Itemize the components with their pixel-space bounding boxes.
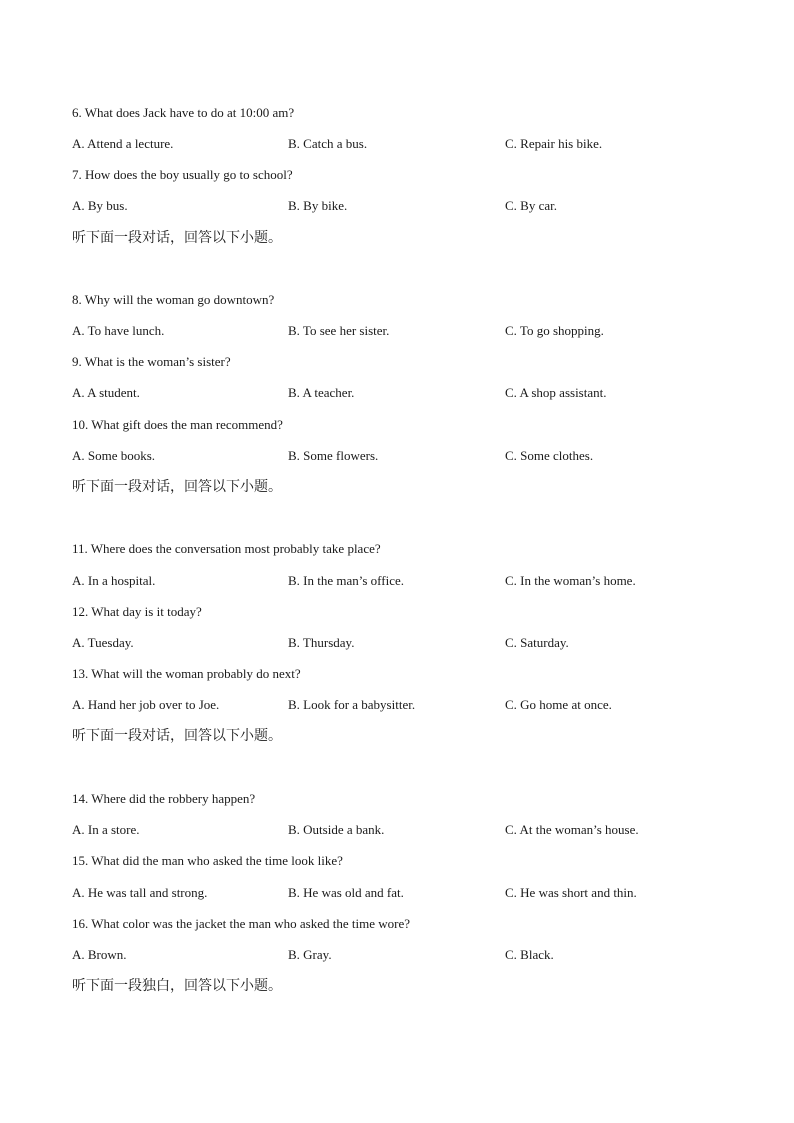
- question-16: 16. What color was the jacket the man who asked the time wore?: [72, 916, 411, 931]
- q12-option-a: A. Tuesday.: [72, 635, 134, 650]
- q8-option-b: B. To see her sister.: [288, 323, 390, 338]
- q12-option-b: B. Thursday.: [288, 635, 355, 650]
- question-8: 8. Why will the woman go downtown?: [72, 292, 275, 307]
- q7-option-c: C. By car.: [505, 198, 557, 213]
- q6-option-a: A. Attend a lecture.: [72, 136, 174, 151]
- section-instruction-4: 听下面一段独白，回答以下小题。: [72, 978, 282, 994]
- section-instruction-3: 听下面一段对话，回答以下小题。: [72, 728, 282, 744]
- question-11: 11. Where does the conversation most probably take place?: [72, 541, 381, 556]
- q16-option-c: C. Black.: [505, 947, 554, 962]
- q16-option-a: A. Brown.: [72, 947, 127, 962]
- question-10: 10. What gift does the man recommend?: [72, 417, 283, 432]
- q11-option-b: B. In the man’s office.: [288, 573, 405, 588]
- q8-option-a: A. To have lunch.: [72, 323, 165, 338]
- q12-option-c: C. Saturday.: [505, 635, 569, 650]
- q10-option-b: B. Some flowers.: [288, 448, 379, 463]
- question-6: 6. What does Jack have to do at 10:00 am?: [72, 105, 295, 120]
- q7-option-b: B. By bike.: [288, 198, 348, 213]
- question-15: 15. What did the man who asked the time look like?: [72, 853, 343, 868]
- section-instruction-1: 听下面一段对话，回答以下小题。: [72, 230, 282, 246]
- q11-option-c: C. In the woman’s home.: [505, 573, 636, 588]
- q9-option-b: B. A teacher.: [288, 385, 355, 400]
- question-14: 14. Where did the robbery happen?: [72, 791, 256, 806]
- q7-option-a: A. By bus.: [72, 198, 128, 213]
- q14-option-a: A. In a store.: [72, 822, 140, 837]
- q11-option-a: A. In a hospital.: [72, 573, 156, 588]
- q8-option-c: C. To go shopping.: [505, 323, 604, 338]
- q6-option-c: C. Repair his bike.: [505, 136, 603, 151]
- question-7: 7. How does the boy usually go to school?: [72, 167, 293, 182]
- q9-option-a: A. A student.: [72, 385, 140, 400]
- q13-option-c: C. Go home at once.: [505, 697, 612, 712]
- q16-option-b: B. Gray.: [288, 947, 332, 962]
- q14-option-c: C. At the woman’s house.: [505, 822, 639, 837]
- q10-option-a: A. Some books.: [72, 448, 156, 463]
- q15-option-c: C. He was short and thin.: [505, 885, 637, 900]
- question-9: 9. What is the woman’s sister?: [72, 354, 231, 369]
- q10-option-c: C. Some clothes.: [505, 448, 594, 463]
- q9-option-c: C. A shop assistant.: [505, 385, 607, 400]
- q15-option-a: A. He was tall and strong.: [72, 885, 208, 900]
- q6-option-b: B. Catch a bus.: [288, 136, 368, 151]
- question-13: 13. What will the woman probably do next?: [72, 666, 301, 681]
- q13-option-a: A. Hand her job over to Joe.: [72, 697, 220, 712]
- q15-option-b: B. He was old and fat.: [288, 885, 404, 900]
- section-instruction-2: 听下面一段对话，回答以下小题。: [72, 479, 282, 495]
- q14-option-b: B. Outside a bank.: [288, 822, 385, 837]
- q13-option-b: B. Look for a babysitter.: [288, 697, 416, 712]
- question-12: 12. What day is it today?: [72, 604, 202, 619]
